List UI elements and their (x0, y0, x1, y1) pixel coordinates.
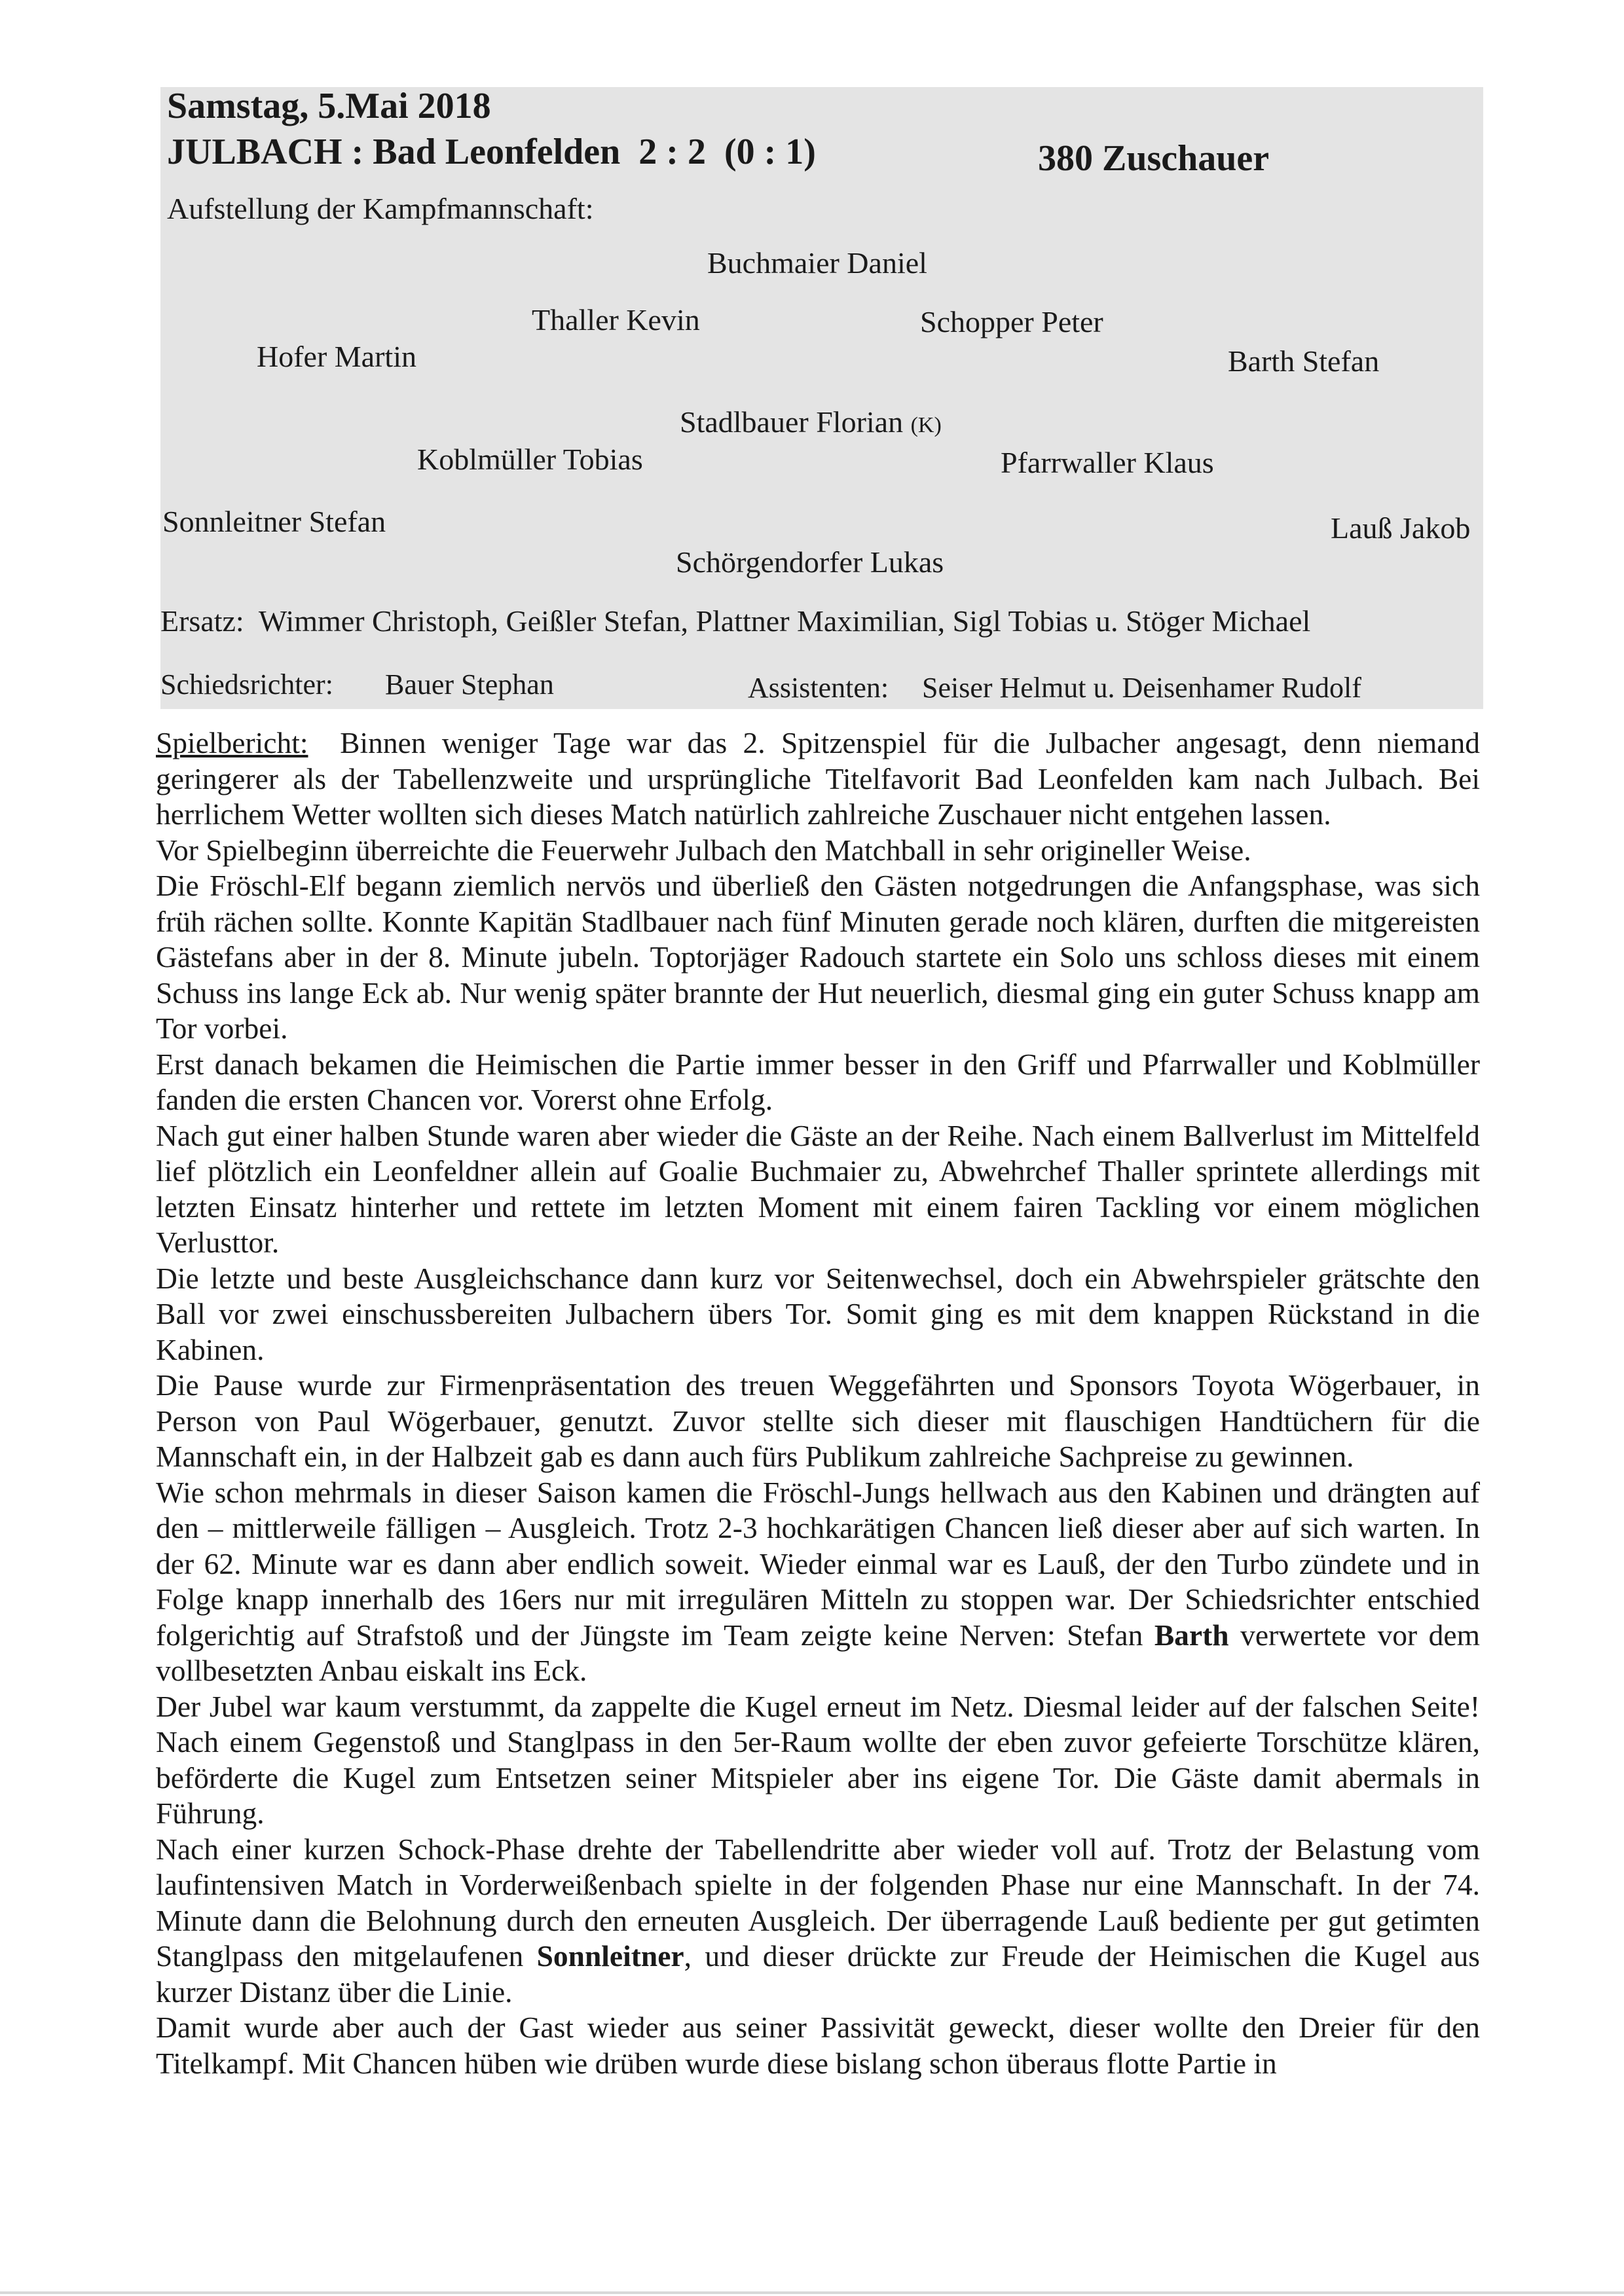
report-paragraph (156, 725, 1480, 833)
player-cb-right: Schopper Peter (920, 305, 1103, 338)
match-result: JULBACH : Bad Leonfelden 2 : 2 (0 : 1) (167, 132, 816, 172)
report-text: Binnen weniger Tage war das 2. Spitzenspiel für die Julbacher angesagt, denn niemand geringerer als der Tabellenzweite und ursprüngliche Titelfavorit Bad Leonfelden kam nach Julbach. Bei herrlichem Wetter wollten sich dieses Match natürlich zahlreiche Zuschauer nicht entgehen lassen. (156, 726, 1480, 831)
report-paragraph (156, 1832, 1480, 2011)
scorer-name: Sonnleitner (536, 1939, 684, 1973)
report-paragraph: Nach gut einer halben Stunde waren aber wieder die Gäste an der Reihe. Nach einem Ballverlust im Mittelfeld lief plötzlich ein Leonfeldner allein auf Goalie Buchmaier zu, Abwehrchef Thaller sprintete allerdings mit letzten Einsatz hinterher und rettete im letzten Moment mit einem fairen Tackling vor einem möglichen Verlusttor. (156, 1118, 1480, 1259)
match-report (156, 725, 1480, 2081)
report-paragraph (156, 1475, 1480, 1689)
scan-edge (0, 2291, 1624, 2294)
report-paragraph: Damit wurde aber auch der Gast wieder aus seiner Passivität geweckt, dieser wollte den Dreier für den Titelkampf. Mit Chancen hüben wie drüben wurde diese bislang schon überaus flotte Partie in (156, 2011, 1480, 2080)
scorer-name: Barth (1154, 1618, 1229, 1652)
player-rm: Pfarrwaller Klaus (1001, 446, 1214, 479)
assistants-label: Assistenten: (748, 672, 889, 704)
match-date: Samstag, 5.Mai 2018 (167, 86, 491, 126)
player-lb: Hofer Martin (257, 340, 416, 373)
spectator-count: 380 Zuschauer (1038, 138, 1270, 179)
report-paragraph: Die letzte und beste Ausgleichschance dann kurz vor Seitenwechsel, doch ein Abwehrspieler grätschte den Ball vor zwei einschussbereiten Julbachern übers Tor. Somit ging es mit dem knappen Rückstand in die Kabinen. (156, 1261, 1480, 1366)
captain-mark: (K) (910, 413, 942, 437)
report-paragraph: Vor Spielbeginn überreichte die Feuerwehr Julbach den Matchball in sehr origineller Weise. (156, 833, 1251, 867)
report-text: Wie schon mehrmals in dieser Saison kamen die Fröschl-Jungs hellwach aus den Kabinen und drängten auf den – mittlerweile fälligen – Ausgleich. Trotz 2-3 hochkarätigen Chancen ließ dieser aber auf sich warten. In der 62. Minute war es dann aber endlich soweit. Wieder einmal war es Lauß, der den Turbo zündete und in Folge knapp innerhalb des 16ers nur mit irregulären Mitteln zu stoppen war. Der Schiedsrichter entschied folgerichtig auf Strafstoß und der Jüngste im Team zeigte keine Nerven: Stefan (156, 1475, 1480, 1652)
report-paragraph: Erst danach bekamen die Heimischen die Partie immer besser in den Griff und Pfarrwaller und Koblmüller fanden die ersten Chancen vor. Vorerst ohne Erfolg. (156, 1047, 1480, 1116)
assistants-names: Seiser Helmut u. Deisenhamer Rudolf (922, 672, 1361, 704)
report-paragraph: Die Pause wurde zur Firmenpräsentation des treuen Weggefährten und Sponsors Toyota Wögerbauer, in Person von Paul Wögerbauer, genutzt. Zuvor stellte sich dieser mit flauschigen Handtüchern für die Mannschaft ein, in der Halbzeit gab es dann auch fürs Publikum zahlreiche Sachpreise zu gewinnen. (156, 1368, 1480, 1473)
player-cb-left: Thaller Kevin (532, 303, 700, 337)
player-cm (680, 405, 942, 439)
substitutes: Ersatz: Wimmer Christoph, Geißler Stefan, Plattner Maximilian, Sigl Tobias u. Stöger Michael (160, 604, 1311, 638)
player-st: Schörgendorfer Lukas (676, 545, 944, 579)
report-paragraph: Die Fröschl-Elf begann ziemlich nervös und überließ den Gästen notgedrungen die Anfangsphase, was sich früh rächen sollte. Konnte Kapitän Stadlbauer nach fünf Minuten gerade noch klären, durften die mitgereisten Gästefans aber in der 8. Minute jubeln. Toptorjäger Radouch startete ein Solo uns schloss dieses mit einem Schuss ins lange Eck ab. Nur wenig später brannte der Hut neuerlich, diesmal ging ein guter Schuss knapp am Tor vorbei. (156, 869, 1480, 1045)
player-rb: Barth Stefan (1228, 344, 1380, 378)
lineup-title: Aufstellung der Kampfmannschaft: (167, 192, 594, 225)
referee-label: Schiedsrichter: (160, 668, 333, 701)
report-paragraph: Der Jubel war kaum verstummt, da zappelte die Kugel erneut im Netz. Diesmal leider auf der falschen Seite! Nach einem Gegenstoß und Stanglpass in den 5er-Raum wollte der eben zuvor gefeierte Torschütze klären, beförderte die Kugel zum Entsetzen seiner Mitspieler aber ins eigene Tor. Die Gäste damit abermals in Führung. (156, 1689, 1480, 1830)
player-cm-name: Stadlbauer Florian (680, 405, 904, 439)
player-rw: Lauß Jakob (1331, 511, 1471, 545)
player-lw: Sonnleitner Stefan (162, 505, 386, 538)
report-text: verwertete vor dem vollbesetzten Anbau eiskalt ins Eck. (156, 1618, 1480, 1687)
player-lm: Koblmüller Tobias (417, 443, 643, 476)
player-goalkeeper: Buchmaier Daniel (707, 246, 927, 280)
report-label: Spielbericht: (156, 726, 308, 759)
report-text: Nach einer kurzen Schock-Phase drehte der Tabellendritte aber wieder voll auf. Trotz der Belastung vom laufintensiven Match in Vorderweißenbach spielte in der folgenden Phase nur eine Mannschaft. In der 74. Minute dann die Belohnung durch den erneuten Ausgleich. Der überragende Lauß bediente per gut getimten Stanglpass den mitgelaufenen (156, 1832, 1480, 1973)
report-text: , und dieser drückte zur Freude der Heimischen die Kugel aus kurzer Distanz über die Linie. (156, 1939, 1480, 2009)
referee-name: Bauer Stephan (385, 668, 554, 701)
